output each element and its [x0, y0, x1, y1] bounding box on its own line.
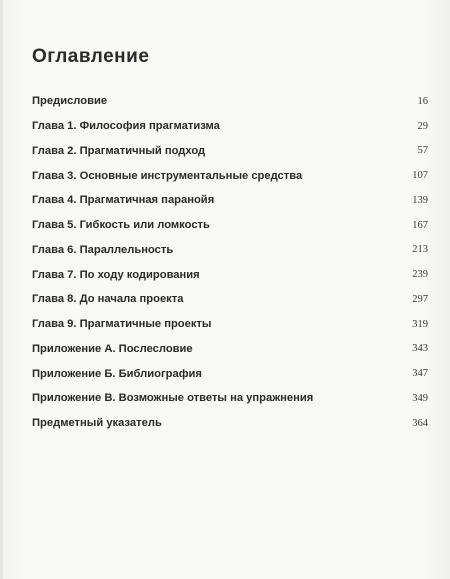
toc-entry-appendix-b	[32, 361, 428, 386]
toc-entry-label: Приложение А. Послесловие	[32, 342, 193, 355]
toc-entry-label: Глава 9. Прагматичные проекты	[32, 318, 212, 331]
toc-entry-page: 57	[417, 145, 428, 157]
toc-entry-page: 107	[412, 170, 428, 182]
toc-entry-label: Приложение Б. Библиография	[32, 367, 202, 380]
toc-entry-page: 29	[417, 120, 428, 132]
toc-entry-page: 364	[412, 417, 428, 429]
toc-entry-page: 167	[412, 219, 428, 231]
page-edge	[0, 0, 3, 579]
toc-entry-label: Глава 5. Гибкость или ломкость	[32, 219, 210, 232]
toc-entry-chapter-3	[32, 163, 428, 188]
toc-entry-appendix-a	[32, 337, 428, 362]
toc-entry-index	[32, 411, 428, 436]
toc-entry-label: Предметный указатель	[32, 417, 162, 430]
toc-entry-page: 16	[417, 95, 428, 107]
toc-entry-label: Приложение В. Возможные ответы на упражнения	[32, 392, 314, 405]
toc-title: Оглавление	[32, 46, 150, 67]
toc-entry-label: Глава 8. До начала проекта	[32, 293, 184, 306]
toc-entry-label: Глава 1. Философия прагматизма	[32, 120, 220, 133]
toc-entry-page: 213	[412, 244, 428, 256]
toc-entry-label: Глава 7. По ходу кодирования	[32, 268, 200, 281]
table-of-contents	[32, 89, 428, 436]
toc-entry-label: Глава 3. Основные инструментальные средства	[32, 169, 303, 182]
toc-entry-chapter-5	[32, 213, 428, 238]
toc-entry-page: 239	[412, 269, 428, 281]
toc-entry-chapter-7	[32, 262, 428, 287]
toc-entry-page: 347	[412, 368, 428, 380]
toc-entry-page: 297	[412, 293, 428, 305]
toc-entry-page: 139	[412, 194, 428, 206]
toc-entry-label: Глава 4. Прагматичная паранойя	[32, 194, 215, 207]
toc-entry-chapter-9	[32, 312, 428, 337]
toc-entry-label: Глава 6. Параллельность	[32, 243, 174, 256]
toc-entry-chapter-4	[32, 188, 428, 213]
toc-entry-preface	[32, 89, 428, 114]
toc-entry-chapter-6	[32, 238, 428, 263]
toc-entry-page: 319	[412, 318, 428, 330]
toc-entry-appendix-c	[32, 386, 428, 411]
toc-entry-chapter-2	[32, 139, 428, 164]
toc-entry-label: Предисловие	[32, 95, 108, 108]
toc-entry-chapter-8	[32, 287, 428, 312]
toc-entry-page: 349	[412, 392, 428, 404]
toc-entry-chapter-1	[32, 114, 428, 139]
toc-entry-label: Глава 2. Прагматичный подход	[32, 144, 206, 157]
toc-entry-page: 343	[412, 343, 428, 355]
